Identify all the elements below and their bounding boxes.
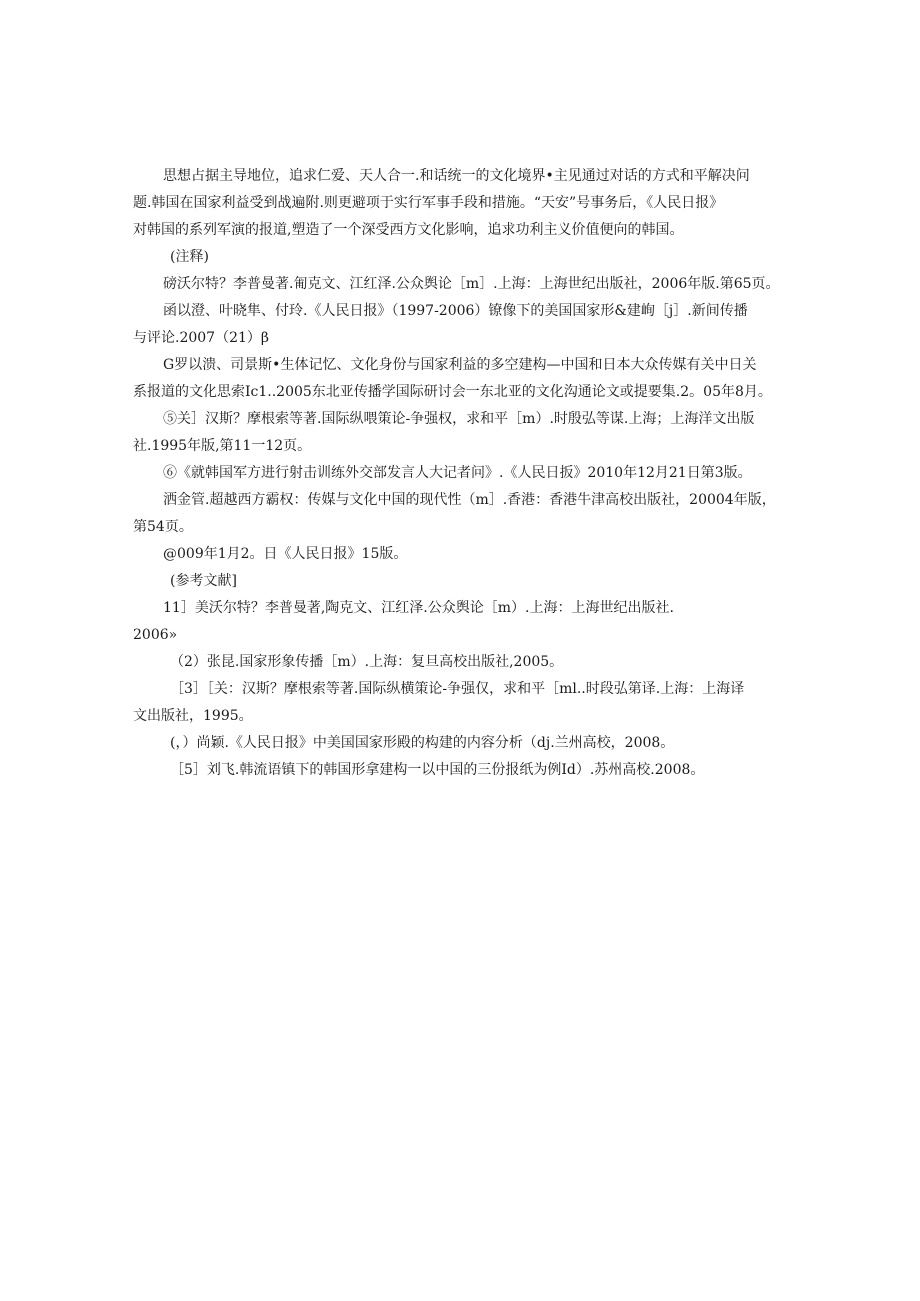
- note-4-line-2: 社.1995年版,第11一12页。: [133, 438, 312, 454]
- reference-3-line-1: ［3］［关：汉斯？摩根索等著.国际纵横策论-争强仅，求和平［ml..时段弘第译.上海：上海译: [170, 681, 745, 697]
- reference-1-line-2: 2006»: [133, 627, 178, 643]
- note-1: 磅沃尔特？李普曼著.匍克文、江红泽.公众舆论［m］.上海：上海世纪出版社，2006年版.第65页。: [163, 276, 780, 292]
- note-5: ⑥《就韩国军方进行射击训练外交部发言人大记者问》.《人民日扳》2010年12月21日第3版。: [163, 465, 752, 481]
- note-6-line-2: 第54页。: [133, 519, 193, 535]
- references-heading: (参考文献]: [170, 573, 237, 589]
- note-4-line-1: ⑤关］汉斯？摩根索等著.国际纵喂策论-争强权，求和平［m）.时殷弘等谋.上海；上海洋文出版: [163, 411, 755, 427]
- reference-2: （2）张昆.国家形象传播［m）.上海：复旦高校出版社,2005。: [170, 654, 564, 670]
- note-7: @009年1月2。日《人民日报》15版。: [163, 546, 408, 562]
- note-2-line-1: 函以澄、叶晓隼、付玲.《人民日报》（1997-2006）镣像下的美国国家形&建峋［j］.新间传播: [163, 303, 748, 319]
- reference-3-line-2: 文出版社，1995。: [133, 708, 253, 724]
- note-6-line-1: 洒金管.超越西方霸权：传媒与文化中国的现代性（m］.香港：香港牛津高校出版社，20004年版，: [163, 492, 776, 508]
- reference-1-line-1: 11］美沃尔特？李普曼著,陶克文、江红泽.公众舆论［m）.上海：上海世纪出版社.: [163, 600, 674, 616]
- note-3-line-2: 系报道的文化思索Ic1..2005东北亚传播学国际研讨会一东北亚的文化沟通论文或提要集.2。05年8月。: [133, 384, 772, 400]
- body-line-1: 思想占据主导地位，追求仁爱、天人合一.和话统一的文化境界•主见通过对话的方式和平解决问: [163, 168, 750, 184]
- body-line-3: 对韩国的系列军演的报道,塑造了一个深受西方文化影响，追求功利主义价值便向的韩国。: [133, 222, 684, 238]
- reference-5: ［5］刘飞.韩流语镇下的韩国形拿建构一以中国的三份报纸为例Id）.苏州高校.2008。: [170, 762, 705, 778]
- notes-heading: (注释): [170, 249, 209, 265]
- note-3-line-1: G罗以溃、司景斯•生体记忆、文化身份与国家利益的多空建构—中国和日本大众传媒有关中日关: [163, 357, 757, 373]
- reference-4: (，）尚颖.《人民日报》中美国国家形殿的构建的内容分析（dj.兰州高校，2008。: [170, 735, 675, 751]
- note-2-line-2: 与评论.2007（21）β: [133, 330, 269, 346]
- body-line-2: 题.韩国在国家利益受到战遍附.则更避项于实行军事手段和措施。“天安”号事务后，《人民日报》: [133, 195, 724, 211]
